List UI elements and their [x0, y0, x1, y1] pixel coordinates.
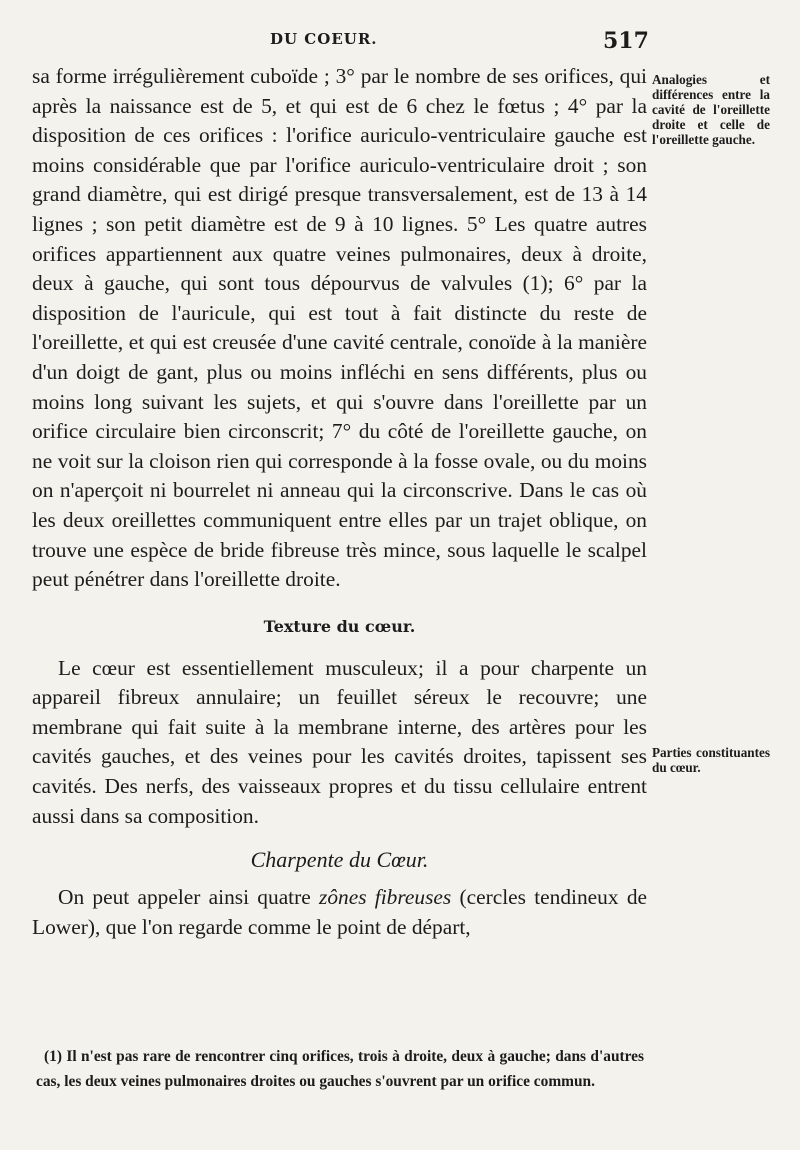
footnote: [36, 1044, 644, 1094]
paragraph-2: Le cœur est essentiellement musculeux; il a pour charpente un appareil fibreux annulaire; un feuillet séreux le recouvre; une membrane qui fait suite à la membrane interne, des artères pour les cavités gauches, et des veines pour les cavités droites, tapissent ses cavités. Des nerfs, des vaisseaux propres et du tissu cellulaire entrent aussi dans sa composition.: [32, 655, 647, 828]
footnote-text: (1) Il n'est pas rare de rencontrer cinq orifices, trois à droite, deux à gauche; dans d'autres cas, les deux veines pulmonaires droites ou gauches s'ouvrent par un orifice commun.: [36, 1048, 644, 1090]
running-head: DU COEUR.: [270, 30, 378, 48]
paragraph-3-emphasis: zônes fibreuses: [319, 885, 452, 910]
paragraph-3: [32, 883, 647, 942]
marginal-note-analogies: Analogies et différences entre la cavité de l'oreillette droite et celle de l'oreillette gauche.: [652, 72, 770, 147]
paragraph-3-start: On peut appeler ainsi quatre: [58, 885, 319, 910]
paragraph-1: sa forme irrégulièrement cuboïde ; 3° par le nombre de ses orifices, qui après la naissance est de 5, et qui est de 6 chez le fœtus ; 4° par la disposition de ces orifices : l'orifice auriculo-ventriculaire gauche est moins considérable que par l'orifice auriculo-ventriculaire droit ; son grand diamètre, qui est dirigé presque transversalement, est de 13 à 14 lignes ; son petit diamètre est de 9 à 10 lignes. 5° Les quatre autres orifices appartiennent aux quatre veines pulmonaires, deux à droite, deux à gauche, qui sont tous dépourvus de valvules (1); 6° par la disposition de l'auricule, qui est tout à fait distincte du reste de l'oreillette, et qui est creusée d'une cavité centrale, conoïde à la manière d'un doigt de gant, plus ou moins infléchi en sens différents, plus ou moins long suivant les sujets, et qui s'ouvre dans l'oreillette par un orifice circulaire bien circonscrit; 7° du côté de l'oreillette gauche, on ne voit sur la cloison rien qui corresponde à la fosse ovale, ou du moins on n'aperçoit ni bourrelet ni anneau qui la circonscrive. Dans le cas où les deux oreillettes communiquent entre elles par un trajet oblique, on trouve une espèce de bride fibreuse très mince, sous laquelle le scalpel peut pénétrer dans l'oreillette droite.: [32, 64, 647, 592]
section-heading-texture: Texture du cœur.: [263, 616, 416, 636]
page-number: 517: [603, 28, 649, 54]
marginal-note-parties: Parties constituantes du cœur.: [652, 745, 770, 775]
section-heading-charpente: Charpente du Cœur.: [250, 847, 429, 873]
main-text-column: [32, 62, 647, 942]
paragraph-3-end: (cercles tendineux de Lower), que l'on regarde comme le point de départ,: [32, 885, 648, 939]
